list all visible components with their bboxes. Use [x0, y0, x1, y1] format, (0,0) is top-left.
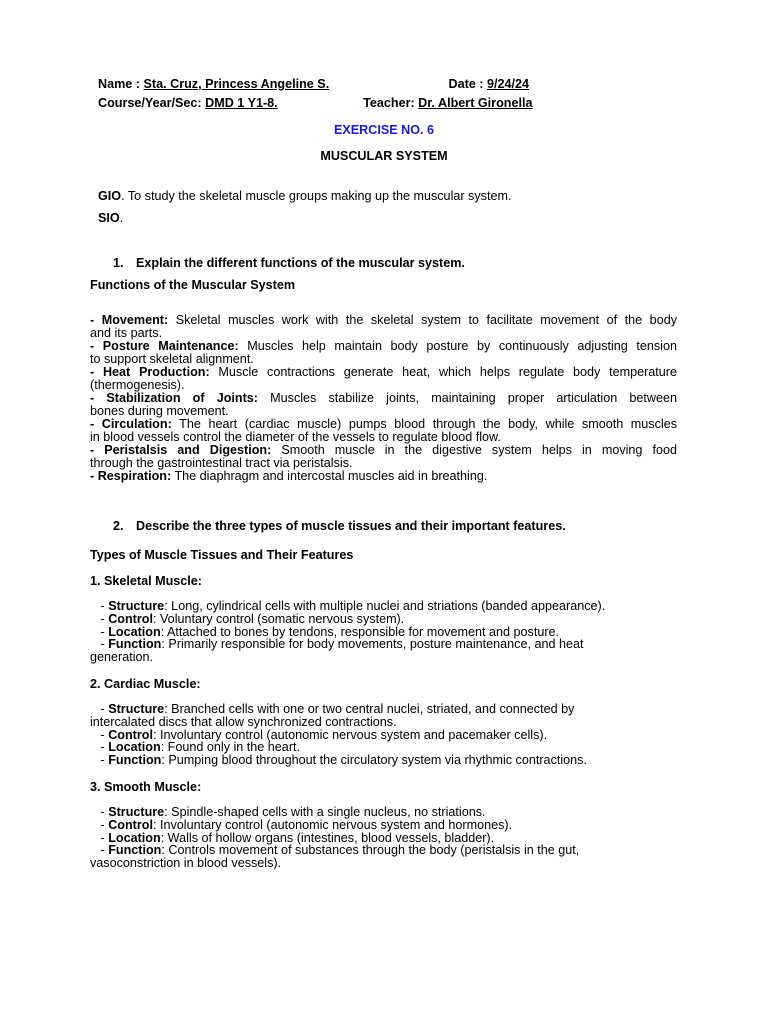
exercise-number: EXERCISE NO. 6 — [333, 123, 435, 137]
gio-line — [98, 189, 511, 203]
sio-text: . — [119, 211, 124, 225]
skeletal-heading: 1. Skeletal Muscle: — [90, 574, 202, 588]
name-line — [98, 77, 529, 91]
function-item-posture: - Posture Maintenance: Muscles help maintain body posture by continuously adjusting tension — [90, 339, 677, 353]
name-label: Name : — [98, 77, 144, 91]
question-1-text: Explain the different functions of the muscular system. — [136, 256, 465, 270]
function-item-circulation: - Circulation: The heart (cardiac muscle) pumps blood through the body, while smooth muscles — [90, 417, 677, 431]
date-value: 9/24/24 — [487, 77, 530, 91]
gio-text: . To study the skeletal muscle groups making up the muscular system. — [121, 189, 512, 203]
name-value: Sta. Cruz, Princess Angeline S. — [143, 77, 330, 91]
function-item-movement: - Movement: Skeletal muscles work with the skeletal system to facilitate movement of the body — [90, 313, 677, 327]
question-1-number: 1. — [113, 256, 124, 270]
question-2-number: 2. — [113, 519, 124, 533]
course-label: Course/Year/Sec: — [98, 96, 206, 110]
smooth-details: - Structure: Spindle-shaped cells with a single nucleus, no striations. - Control: Involuntary control (autonomic nervous system and hormones). - Location: Walls of hollow organs (intestines, blood vessels, bladder). - Function: Controls movement of substances through the body (peristalsis in the gut, vasoconstriction in blood vessels). — [90, 805, 580, 871]
types-heading: Types of Muscle Tissues and Their Features — [90, 548, 354, 562]
teacher-label: Teacher: — [363, 96, 419, 110]
page-title: MUSCULAR SYSTEM — [320, 149, 448, 163]
function-item-respiration: - Respiration: The diaphragm and intercostal muscles aid in breathing. — [90, 469, 488, 483]
sio-line — [98, 211, 123, 225]
cardiac-details: - Structure: Branched cells with one or two central nuclei, striated, and connected by intercalated discs that allow synchronized contractions. - Control: Involuntary control (autonomic nervous system and pacemaker cells). - Location: Found only in the heart. - Function: Pumping blood throughout the circulatory system via rhythmic contractions. — [90, 702, 587, 768]
question-2-text: Describe the three types of muscle tissues and their important features. — [136, 519, 566, 533]
skeletal-details: - Structure: Long, cylindrical cells with multiple nuclei and striations (banded appearance). - Control: Voluntary control (somatic nervous system). - Location: Attached to bones by tendons, responsible for movement and posture. - Function: Primarily responsible for body movements, posture maintenance, and heat generation. — [90, 599, 606, 665]
function-item-heat: - Heat Production: Muscle contractions generate heat, which helps regulate body temperature — [90, 365, 677, 379]
teacher-value: Dr. Albert Gironella — [418, 96, 533, 110]
gio-label: GIO — [98, 189, 122, 203]
functions-list: - Movement: Skeletal muscles work with the skeletal system to facilitate movement of the body and its parts. - Posture Maintenance: Muscles help maintain body posture by continuously adjusting tension to support skeletal alignment. - Heat Production: Muscle contractions generate heat, which helps regulate body temperature (thermogenesis). - Stabilization of Joints: Muscles stabilize joints, maintaining proper articulation between bones during movement. - Circulation: The heart (cardiac muscle) pumps blood through the body, while smooth muscles in blood vessels control the diameter of the vessels to regulate blood flow. - Peristalsis and Digestion: Smooth muscle in the digestive system helps in moving food through the gastrointestinal tract via peristalsis. - Respiration: The diaphragm and intercostal muscles aid in breathing. — [90, 313, 677, 483]
function-item-stabilization: - Stabilization of Joints: Muscles stabilize joints, maintaining proper articulation between — [90, 391, 677, 405]
course-line — [98, 96, 532, 110]
sio-label: SIO — [98, 211, 120, 225]
smooth-heading: 3. Smooth Muscle: — [90, 780, 202, 794]
date-label: Date : — [448, 77, 487, 91]
cardiac-heading: 2. Cardiac Muscle: — [90, 677, 201, 691]
course-value: DMD 1 Y1-8. — [205, 96, 278, 110]
function-item-peristalsis: - Peristalsis and Digestion: Smooth muscle in the digestive system helps in moving food — [90, 443, 677, 457]
functions-heading: Functions of the Muscular System — [90, 278, 296, 292]
